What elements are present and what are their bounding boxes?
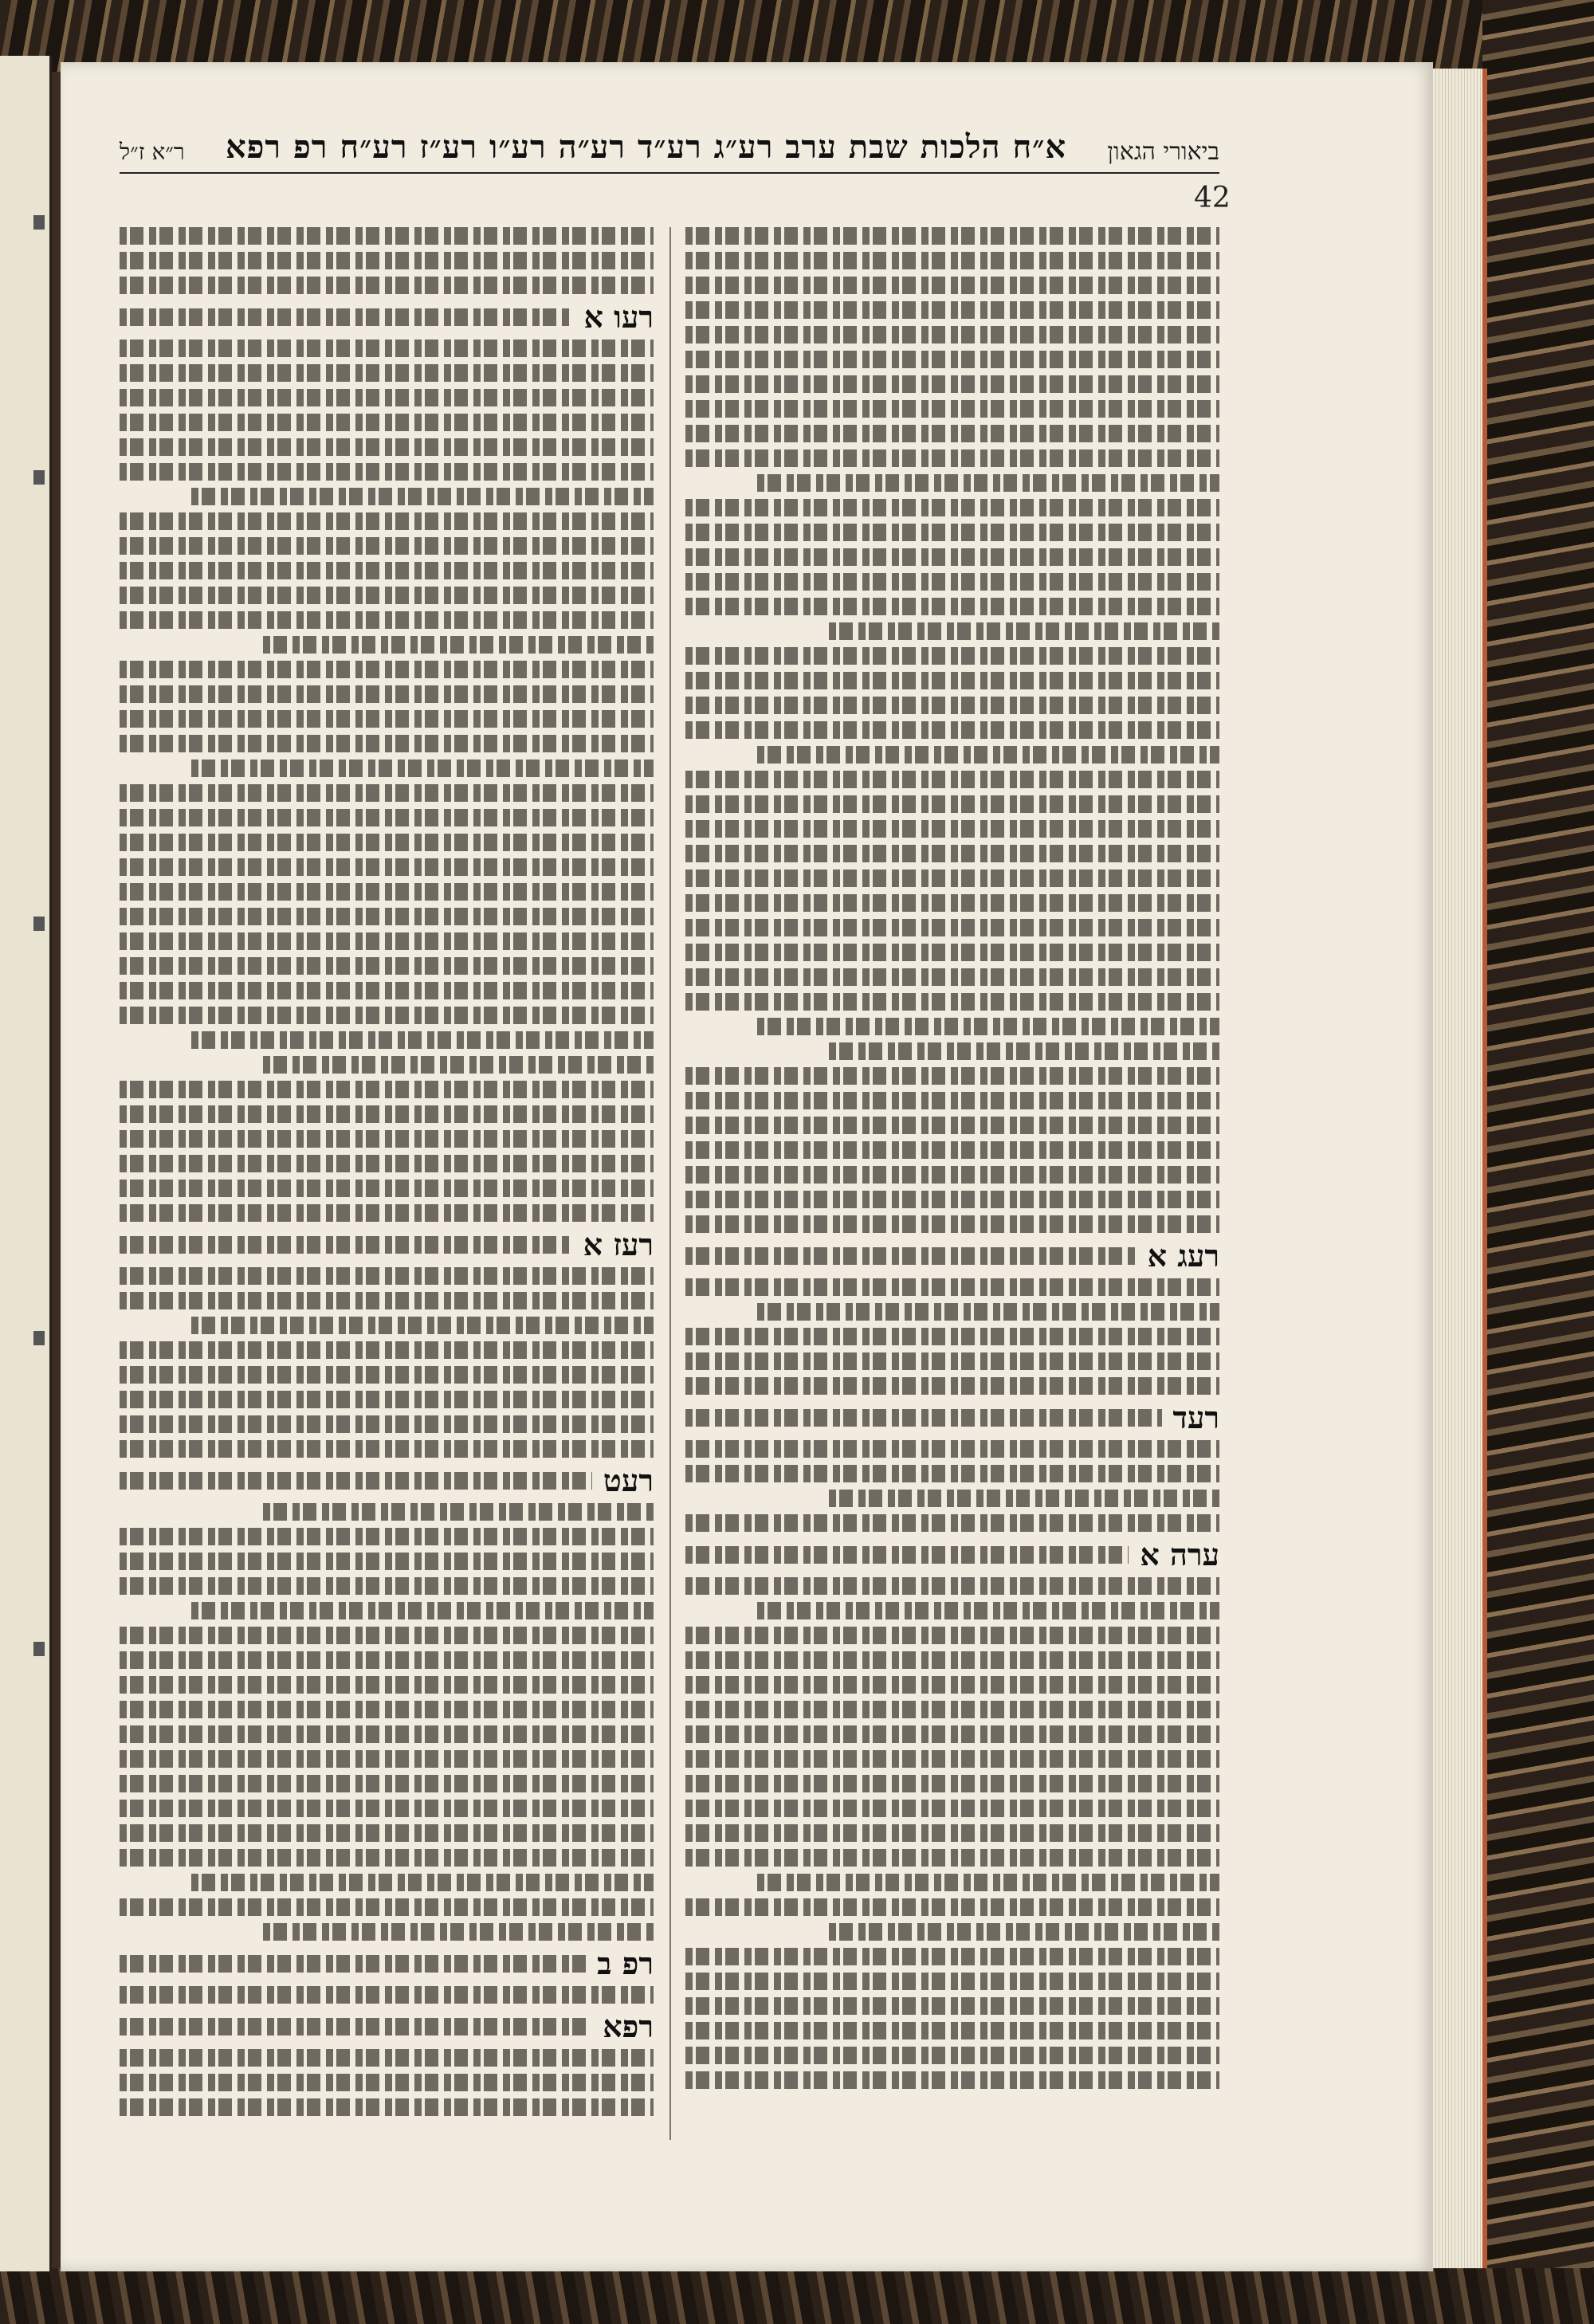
text-line [120,1130,654,1148]
text-line [120,537,654,555]
previous-page-margin [0,56,52,2271]
section-label: רעג א [1147,1238,1219,1274]
section-heading [685,1539,1219,1571]
section-label: ערה א [1140,1537,1219,1572]
text-line [120,1955,586,1973]
text-line [191,1031,654,1049]
text-line [685,1997,1219,2015]
text-line [685,1247,1137,1265]
text-line [685,1465,1219,1482]
section-label: רעט [603,1462,654,1498]
text-line [120,883,654,901]
text-line [120,1750,654,1768]
text-line [263,1923,654,1941]
text-line [120,809,654,826]
text-line [120,463,654,481]
text-line [685,1514,1219,1532]
text-line [685,1377,1219,1395]
text-line [685,2047,1219,2064]
text-line [685,1701,1219,1718]
text-line [120,1204,654,1222]
text-line [120,982,654,999]
text-line [685,647,1219,665]
text-line [120,364,654,382]
text-line [685,894,1219,912]
text-line [829,622,1219,640]
text-line [685,598,1219,615]
text-line [685,351,1219,368]
text-line [191,760,654,777]
text-line [685,771,1219,788]
text-line [120,277,654,294]
text-line [685,1800,1219,1817]
text-line [829,1042,1219,1060]
text-line [757,1303,1219,1321]
text-line [120,512,654,530]
text-line [685,1849,1219,1867]
text-line [685,721,1219,739]
text-line [120,735,654,752]
text-line [829,1490,1219,1507]
text-line [685,1409,1162,1427]
text-line [120,1800,654,1817]
text-fragment [33,1331,45,1345]
header-right-text: ביאורי הגאון [1107,138,1219,166]
text-line [685,993,1219,1011]
text-line [685,2071,1219,2089]
text-line [685,845,1219,862]
section-label: רעו א [583,299,654,335]
section-heading [120,301,654,333]
text-line [120,1267,654,1285]
section-label: רעד [1172,1400,1219,1435]
text-line [757,1602,1219,1619]
text-line [685,252,1219,269]
page-title: א״ח הלכות שבת ערב רע״ג רע״ד רע״ה רע״ו רע״ז רע״ח רפ רפא [225,128,1067,166]
text-fragment [33,470,45,485]
right-column [685,227,1219,2140]
text-line [120,611,654,629]
text-fragment [33,917,45,931]
text-line [191,1874,654,1891]
text-line [120,1236,572,1254]
text-line [685,1948,1219,1965]
text-line [120,1627,654,1644]
text-line [685,1067,1219,1085]
text-line [120,2049,654,2067]
text-line [120,1676,654,1694]
text-line [120,1577,654,1595]
text-line [685,870,1219,887]
text-line [685,449,1219,467]
text-line [685,400,1219,418]
text-line [120,389,654,406]
text-line [685,1215,1219,1233]
text-line [120,1292,654,1309]
page-number: 42 [1194,182,1231,214]
text-line [120,858,654,876]
section-label: רעז א [583,1227,654,1262]
text-line [120,710,654,728]
section-heading [120,2008,654,2044]
text-line [120,932,654,950]
text-line [757,1874,1219,1891]
text-line [685,1775,1219,1792]
text-line [685,2022,1219,2039]
text-line [120,1105,654,1123]
marbled-edge-bottom [0,2268,1594,2324]
text-line [685,1166,1219,1184]
text-line [685,820,1219,838]
text-line [685,1352,1219,1370]
text-line [120,1341,654,1359]
text-line [685,1546,1129,1564]
text-line [191,488,654,505]
text-fragment [33,215,45,230]
text-line [120,340,654,357]
text-line [685,1278,1219,1296]
section-heading [120,1229,654,1261]
text-line [120,1849,654,1867]
text-line [191,1317,654,1334]
text-line [685,795,1219,813]
running-head [120,118,1219,174]
text-line [263,1503,654,1521]
text-line [120,1155,654,1172]
text-line [685,375,1219,393]
section-label: רפ ב [597,1945,654,1981]
text-line [120,587,654,604]
text-line [120,1553,654,1570]
text-line [685,548,1219,566]
text-line [120,2098,654,2116]
section-heading [120,1462,654,1498]
text-line [120,2018,591,2035]
text-line [120,414,654,431]
text-line [685,1824,1219,1842]
text-line [829,1923,1219,1941]
text-line [685,1973,1219,1990]
text-line [120,834,654,851]
text-line [120,1081,654,1098]
text-line [120,1440,654,1458]
text-line [685,697,1219,714]
text-line [120,438,654,456]
section-heading [685,1240,1219,1272]
text-line [685,1750,1219,1768]
text-line [263,1056,654,1074]
text-line [685,573,1219,591]
text-line [685,277,1219,294]
left-column [120,227,654,2140]
text-line [120,908,654,925]
text-line [120,1415,654,1433]
text-line [685,425,1219,442]
text-line [120,957,654,975]
section-label: רפא [603,2008,654,2044]
text-line [685,1117,1219,1134]
text-line [120,562,654,579]
text-fragment [33,1642,45,1656]
text-line [685,301,1219,319]
header-left-text: ר״א ז״ל [120,139,185,165]
text-line [685,919,1219,936]
text-line [685,944,1219,961]
text-line [120,1775,654,1792]
text-line [685,1191,1219,1208]
text-columns [120,227,1219,2140]
marbled-edge-top [0,0,1594,72]
text-line [685,227,1219,245]
text-line [685,1898,1219,1916]
text-line [120,661,654,678]
text-line [685,1440,1219,1458]
text-line [120,1725,654,1743]
text-line [120,1180,654,1197]
text-line [263,636,654,654]
text-line [120,685,654,703]
text-line [685,499,1219,516]
text-line [685,326,1219,343]
text-line [120,2074,654,2091]
text-line [685,524,1219,541]
section-heading [120,1945,654,1981]
text-line [685,1651,1219,1669]
text-line [120,1366,654,1384]
text-line [120,1701,654,1718]
text-line [685,1141,1219,1159]
text-line [120,1472,592,1490]
text-line [757,1018,1219,1035]
text-line [120,1898,654,1916]
text-line [685,1725,1219,1743]
text-line [120,308,572,326]
text-line [685,1676,1219,1694]
text-line [120,1391,654,1408]
page-stack-edge [1427,69,1487,2268]
marbled-edge-right [1482,0,1594,2324]
text-line [120,1824,654,1842]
text-line [120,1528,654,1545]
text-line [685,672,1219,689]
text-line [685,1328,1219,1345]
text-line [120,1007,654,1024]
text-line [757,474,1219,492]
text-line [120,1986,654,2004]
text-line [685,1092,1219,1109]
text-line [685,1577,1219,1595]
text-line [757,746,1219,764]
text-line [120,784,654,802]
section-heading [685,1402,1219,1434]
text-line [120,1651,654,1669]
text-line [685,1627,1219,1644]
text-line [191,1602,654,1619]
text-line [120,227,654,245]
text-line [120,252,654,269]
text-line [685,968,1219,986]
